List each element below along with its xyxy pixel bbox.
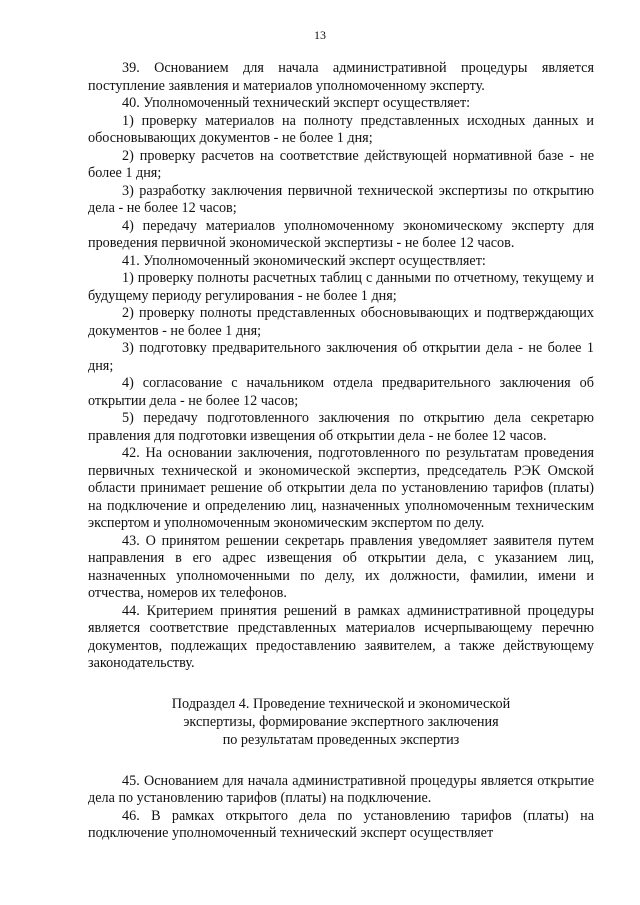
- section-heading: [88, 695, 594, 749]
- paragraph-40-item-2: 2) проверку расчетов на соответствие действующей нормативной базе - не более 1 дня;: [88, 147, 594, 181]
- paragraph-40-item-4: 4) передачу материалов уполномоченному экономическому эксперту для проведения первичной экономической экспертизы - не более 12 часов.: [88, 217, 594, 251]
- paragraph-40-item-3: 3) разработку заключения первичной технической экспертизы по открытию дела - не более 12 часов;: [88, 182, 594, 216]
- page-number: 13: [314, 28, 326, 42]
- paragraph-41: 41. Уполномоченный экономический эксперт осуществляет:: [122, 252, 486, 269]
- paragraph-41-item-3: 3) подготовку предварительного заключения об открытии дела - не более 1 дня;: [88, 340, 594, 374]
- paragraph-43: 43. О принятом решении секретарь правления уведомляет заявителя путем направления в его адрес извещения об открытии дела, с указанием лиц, назначенных уполномоченными по делу, их должности, фамилии, имени и отчества, номеров их телефонов.: [88, 532, 594, 601]
- paragraph-46: 46. В рамках открытого дела по установлению тарифов (платы) на подключение уполномоченный технический эксперт осуществляет: [88, 807, 594, 841]
- paragraph-42: 42. На основании заключения, подготовленного по результатам проведения первичных технической и экономической экспертиз, председатель РЭК Омской области принимает решение об открытии дела по установлению тарифов (платы) на подключение и определению лиц, назначенных уполномоченным техническим экспертом и уполномоченным экономическим экспертом по делу.: [88, 445, 594, 531]
- document-body: [88, 60, 594, 843]
- paragraph-44: 44. Критерием принятия решений в рамках административной процедуры является соответствие представленных материалов исчерпывающему перечню документов, подлежащих предоставлению заявителем, а также действующему законодательству.: [88, 602, 594, 671]
- paragraph-40-item-1: 1) проверку материалов на полноту представленных исходных данных и обосновывающих документов - не более 1 дня;: [88, 112, 594, 146]
- paragraph-40: 40. Уполномоченный технический эксперт осуществляет:: [122, 95, 471, 111]
- paragraph-39: 39. Основанием для начала административной процедуры является поступление заявления и материалов уполномоченному эксперту.: [88, 60, 594, 94]
- section-heading-line-2: экспертизы, формирование экспертного заключения: [183, 713, 499, 730]
- paragraph-41-item-2: 2) проверку полноты представленных обосновывающих и подтверждающих документов - не более 1 дня;: [88, 305, 594, 339]
- paragraph-41-item-1: 1) проверку полноты расчетных таблиц с данными по отчетному, текущему и будущему периоду регулирования - не более 1 дня;: [88, 270, 594, 304]
- paragraph-45: 45. Основанием для начала административной процедуры является открытие дела по установлению тарифов (платы) на подключение.: [88, 772, 594, 806]
- paragraph-41-item-5: 5) передачу подготовленного заключения по открытию дела секретарю правления для подготовки извещения об открытии дела - не более 12 часов.: [88, 410, 594, 444]
- paragraph-41-item-4: 4) согласование с начальником отдела предварительного заключения об открытии дела - не более 12 часов;: [88, 375, 594, 409]
- section-heading-line-1: Подраздел 4. Проведение технической и экономической: [171, 695, 511, 712]
- section-heading-line-3: по результатам проведенных экспертиз: [222, 731, 460, 748]
